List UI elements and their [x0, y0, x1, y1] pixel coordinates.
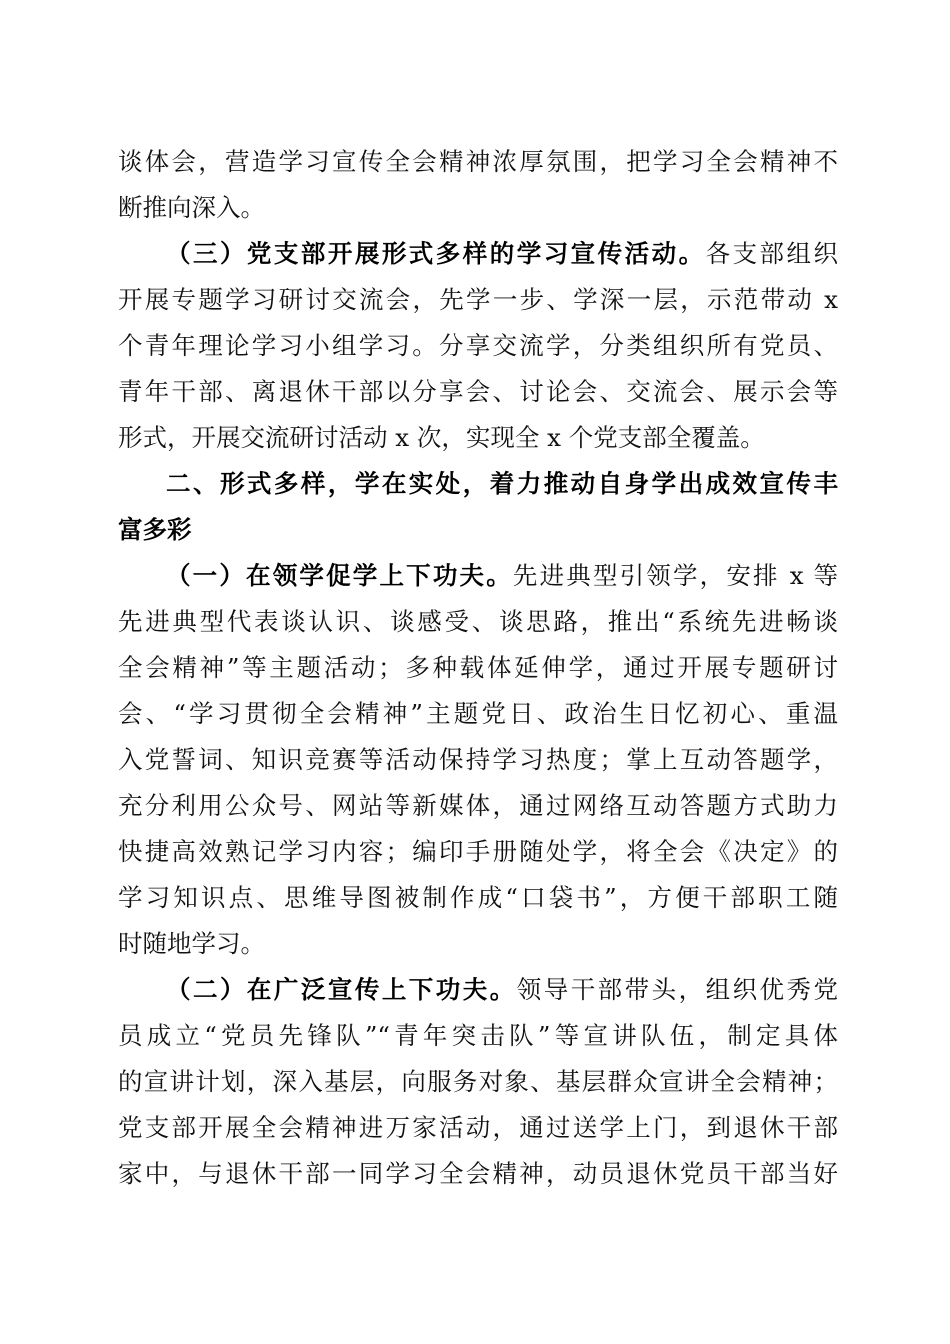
paragraph-line: 全会精神”等主题活动；多种载体延伸学，通过开展专题研讨: [118, 653, 838, 682]
paragraph-line: 快捷高效熟记学习内容；编印手册随处学，将全会《决定》的: [118, 837, 838, 866]
paragraph-line: 入党誓词、知识竞赛等活动保持学习热度；掌上互动答题学，: [118, 745, 838, 774]
paragraph-line: 断推向深入。: [118, 193, 265, 222]
paragraph-line: （三）党支部开展形式多样的学习宣传活动。各支部组织: [166, 239, 839, 268]
paragraph-line: 家中，与退休干部一同学习全会精神，动员退休党员干部当好: [118, 1159, 838, 1188]
paragraph-line: 会、“学习贯彻全会精神”主题党日、政治生日忆初心、重温: [118, 699, 838, 728]
section-subheading: （三）党支部开展形式多样的学习宣传活动。: [166, 239, 706, 268]
paragraph-line: 学习知识点、思维导图被制作成“口袋书”，方便干部职工随: [118, 883, 838, 912]
paragraph-line: 充分利用公众号、网站等新媒体，通过网络互动答题方式助力: [118, 791, 838, 820]
section-subheading: （二）在广泛宣传上下功夫。: [166, 975, 517, 1004]
paragraph-line: 形式，开展交流研讨活动 x 次，实现全 x 个党支部全覆盖。: [118, 423, 765, 452]
section-subheading: （一）在领学促学上下功夫。: [166, 561, 513, 590]
paragraph-line: 先进典型代表谈认识、谈感受、谈思路，推出“系统先进畅谈: [118, 607, 838, 636]
paragraph-line: 党支部开展全会精神进万家活动，通过送学上门，到退休干部: [118, 1113, 838, 1142]
paragraph-line: 的宣讲计划，深入基层，向服务对象、基层群众宣讲全会精神；: [118, 1067, 838, 1096]
section-heading: 二、形式多样，学在实处，着力推动自身学出成效宣传丰: [166, 469, 838, 498]
paragraph-line: 员成立“党员先锋队”“青年突击队”等宣讲队伍，制定具体: [118, 1021, 838, 1050]
paragraph-line: 青年干部、离退休干部以分享会、讨论会、交流会、展示会等: [118, 377, 838, 406]
paragraph-line: 谈体会，营造学习宣传全会精神浓厚氛围，把学习全会精神不: [118, 147, 838, 176]
section-heading: 富多彩: [118, 515, 192, 544]
paragraph-line: 时随地学习。: [118, 929, 265, 958]
paragraph-line: （一）在领学促学上下功夫。先进典型引领学，安排 x 等: [166, 561, 838, 590]
paragraph-line: 个青年理论学习小组学习。分享交流学，分类组织所有党员、: [118, 331, 838, 360]
paragraph-line: （二）在广泛宣传上下功夫。领导干部带头，组织优秀党: [166, 975, 839, 1004]
paragraph-line: 开展专题学习研讨交流会，先学一步、学深一层，示范带动 x: [118, 285, 838, 314]
